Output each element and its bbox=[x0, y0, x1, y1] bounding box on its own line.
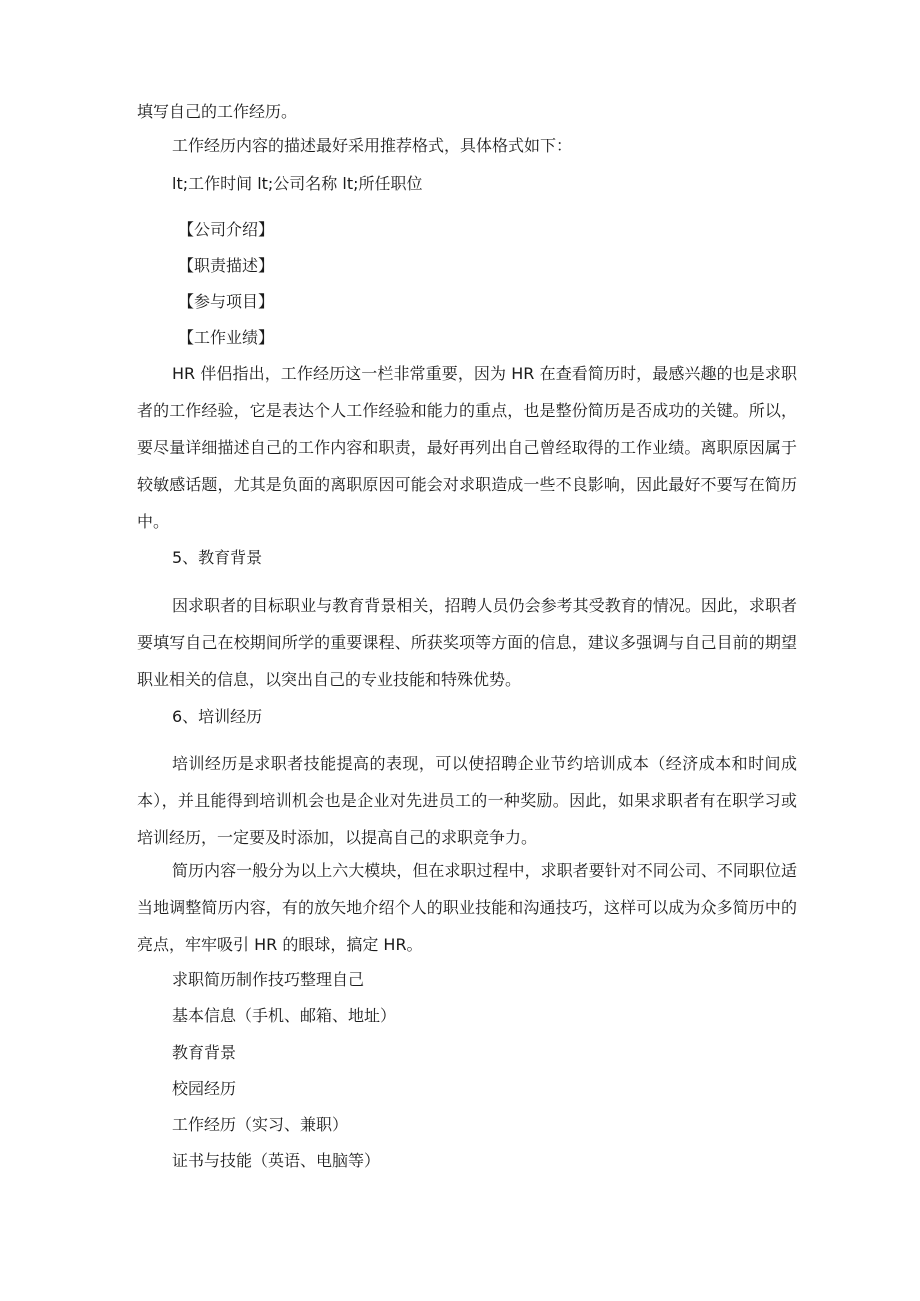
paragraph-summary: 简历内容一般分为以上六大模块，但在求职过程中，求职者要针对不同公司、不同职位适当地调整简历内容，有的放矢地介绍个人的职业技能和沟通技巧，这样可以成为众多简历中的亮点，牢牢吸引 HR 的眼球，搞定 HR。 bbox=[137, 861, 797, 954]
list-item-certificates: 证书与技能（英语、电脑等） bbox=[172, 1151, 381, 1170]
bracket-company-intro: 【公司介绍】 bbox=[178, 220, 275, 239]
heading-training: 6、培训经历 bbox=[172, 707, 263, 726]
paragraph-format-line: lt;工作时间 lt;公司名称 lt;所任职位 bbox=[172, 174, 423, 193]
list-item-education: 教育背景 bbox=[172, 1043, 237, 1062]
list-item-work: 工作经历（实习、兼职） bbox=[172, 1115, 349, 1134]
paragraph-work-intro: 填写自己的工作经历。 bbox=[137, 102, 298, 121]
paragraph-hr-advice: HR 伴侣指出，工作经历这一栏非常重要，因为 HR 在查看简历时，最感兴趣的也是求职者的工作经验，它是表达个人工作经验和能力的重点，也是整份简历是否成功的关键。所以，要尽量详细描述自己的工作内容和职责，最好再列出自己曾经取得的工作业绩。离职原因属于较敏感话题，尤其是负面的离职原因可能会对求职造成一些不良影响，因此最好不要写在简历中。 bbox=[137, 364, 797, 531]
paragraph-education: 因求职者的目标职业与教育背景相关，招聘人员仍会参考其受教育的情况。因此，求职者要填写自己在校期间所学的重要课程、所获奖项等方面的信息，建议多强调与自己目前的期望职业相关的信息，以突出自己的专业技能和特殊优势。 bbox=[137, 596, 797, 689]
paragraph-training: 培训经历是求职者技能提高的表现，可以使招聘企业节约培训成本（经济成本和时间成本），并且能得到培训机会也是企业对先进员工的一种奖励。因此，如果求职者有在职学习或培训经历，一定要及时添加，以提高自己的求职竞争力。 bbox=[137, 754, 797, 847]
heading-education: 5、教育背景 bbox=[172, 548, 263, 567]
paragraph-format-intro: 工作经历内容的描述最好采用推荐格式，具体格式如下： bbox=[172, 136, 573, 155]
bracket-duty: 【职责描述】 bbox=[178, 256, 275, 275]
bracket-projects: 【参与项目】 bbox=[178, 292, 275, 311]
list-item-basic-info: 基本信息（手机、邮箱、地址） bbox=[172, 1006, 397, 1025]
list-item-title: 求职简历制作技巧整理自己 bbox=[172, 970, 365, 989]
bracket-performance: 【工作业绩】 bbox=[178, 328, 275, 347]
list-item-campus: 校园经历 bbox=[172, 1079, 237, 1098]
